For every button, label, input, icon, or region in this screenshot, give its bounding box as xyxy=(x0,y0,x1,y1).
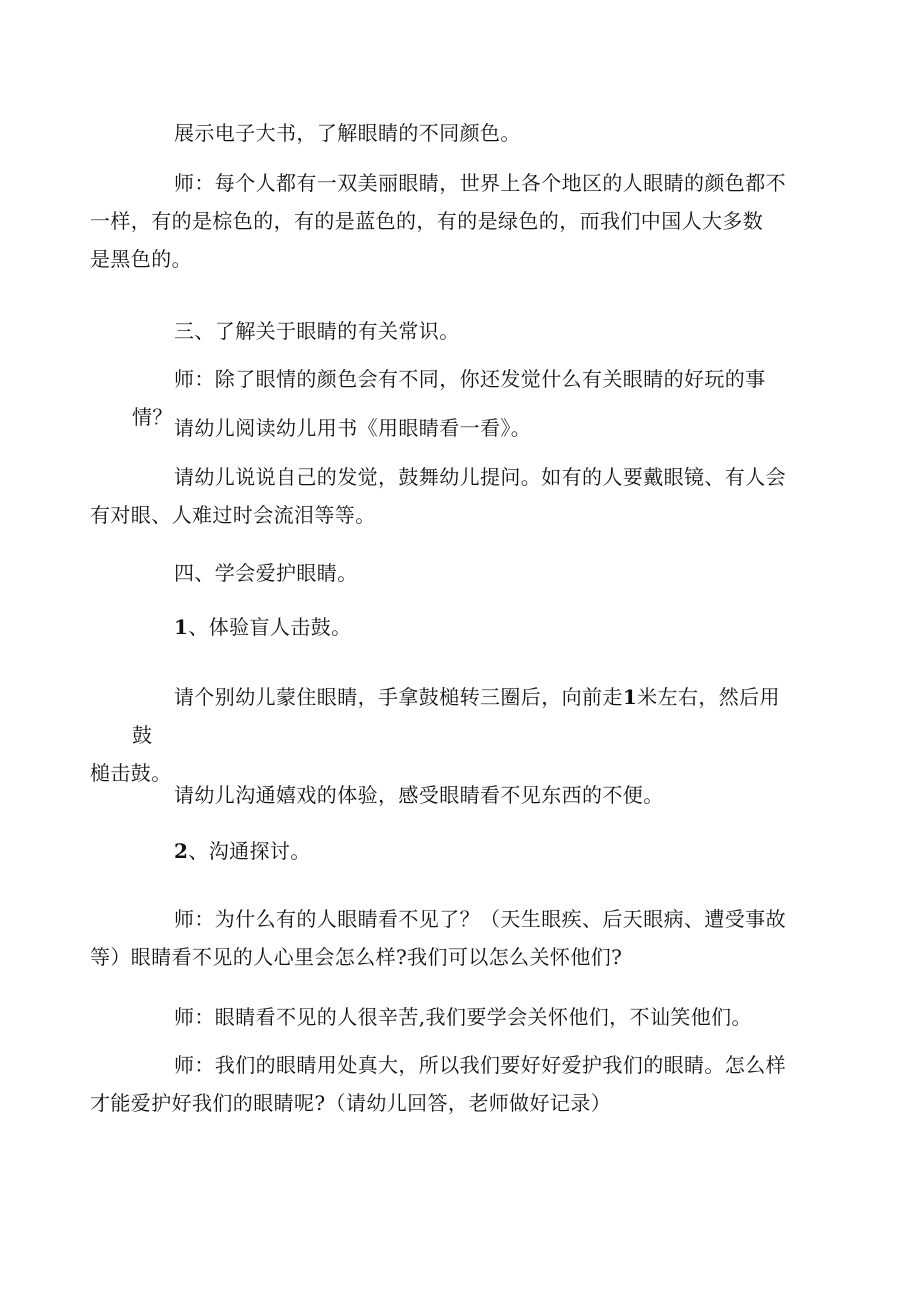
text-line: 展示电子大书，了解眼睛的不同颜色。 xyxy=(174,121,521,145)
list-number: 1 xyxy=(174,615,189,639)
text-line: 请幼儿沟通嬉戏的体验，感受眼睛看不见东西的不便。 xyxy=(174,783,664,807)
paragraph-children-discoveries xyxy=(90,458,792,534)
text-line: 四、学会爱护眼睛。 xyxy=(174,561,358,585)
text-line: 请幼儿说说自己的发觉，鼓舞幼儿提问。如有的人要戴眼镜、有人会 xyxy=(174,465,786,489)
text-line: 槌击鼓。 xyxy=(90,761,172,785)
subheading-blind-drum xyxy=(132,608,792,646)
text-line: 师：除了眼情的颜色会有不同，你还发觉什么有关眼睛的好玩的事情？ xyxy=(132,367,766,429)
paragraph-teacher-eye-colors xyxy=(90,164,792,278)
distance-number: 1 xyxy=(622,685,638,709)
list-number: 2 xyxy=(174,839,189,863)
text-line: 请幼儿阅读幼儿用书《用眼睛看一看》。 xyxy=(174,416,532,440)
paragraph-show-ebook xyxy=(132,114,792,152)
paragraph-drum-activity xyxy=(90,678,792,792)
subheading-discussion xyxy=(132,832,792,870)
text-line: 等）眼睛看不见的人心里会怎么样?我们可以怎么关怀他们? xyxy=(90,945,623,969)
text-line: 请个别幼儿蒙住眼睛，手拿鼓槌转三圈后，向前走1米左右，然后用鼓 xyxy=(132,685,780,747)
text-line: 一样，有的是棕色的，有的是蓝色的，有的是绿色的，而我们中国人大多数 xyxy=(90,209,764,233)
heading-section-three xyxy=(132,312,792,350)
text-line: 1、体验盲人击鼓。 xyxy=(174,615,352,639)
text-line: 师：为什么有的人眼睛看不见了？（天生眼疾、后天眼病、遭受事故 xyxy=(174,907,786,931)
paragraph-teacher-why-blind xyxy=(90,900,792,976)
text-line: 师：眼睛看不见的人很辛苦,我们要学会关怀他们，不讪笑他们。 xyxy=(174,1005,752,1029)
paragraph-share-experience xyxy=(132,776,792,814)
text-line: 师：每个人都有一双美丽眼睛，世界上各个地区的人眼睛的颜色都不 xyxy=(174,171,786,195)
paragraph-teacher-protect-eyes xyxy=(90,1046,792,1122)
heading-section-four xyxy=(132,554,792,592)
text-line: 才能爱护好我们的眼睛呢?（请幼儿回答，老师做好记录） xyxy=(90,1091,612,1115)
text-line: 有对眼、人难过时会流泪等等。 xyxy=(90,503,376,527)
paragraph-read-book xyxy=(132,409,792,447)
text-line: 是黑色的。 xyxy=(90,247,192,271)
text-line: 师：我们的眼睛用处真大，所以我们要好好爱护我们的眼睛。怎么样 xyxy=(174,1053,786,1077)
paragraph-teacher-care xyxy=(132,998,792,1036)
text-line: 2、沟通探讨。 xyxy=(174,839,311,863)
text-line: 三、了解关于眼睛的有关常识。 xyxy=(174,319,460,343)
